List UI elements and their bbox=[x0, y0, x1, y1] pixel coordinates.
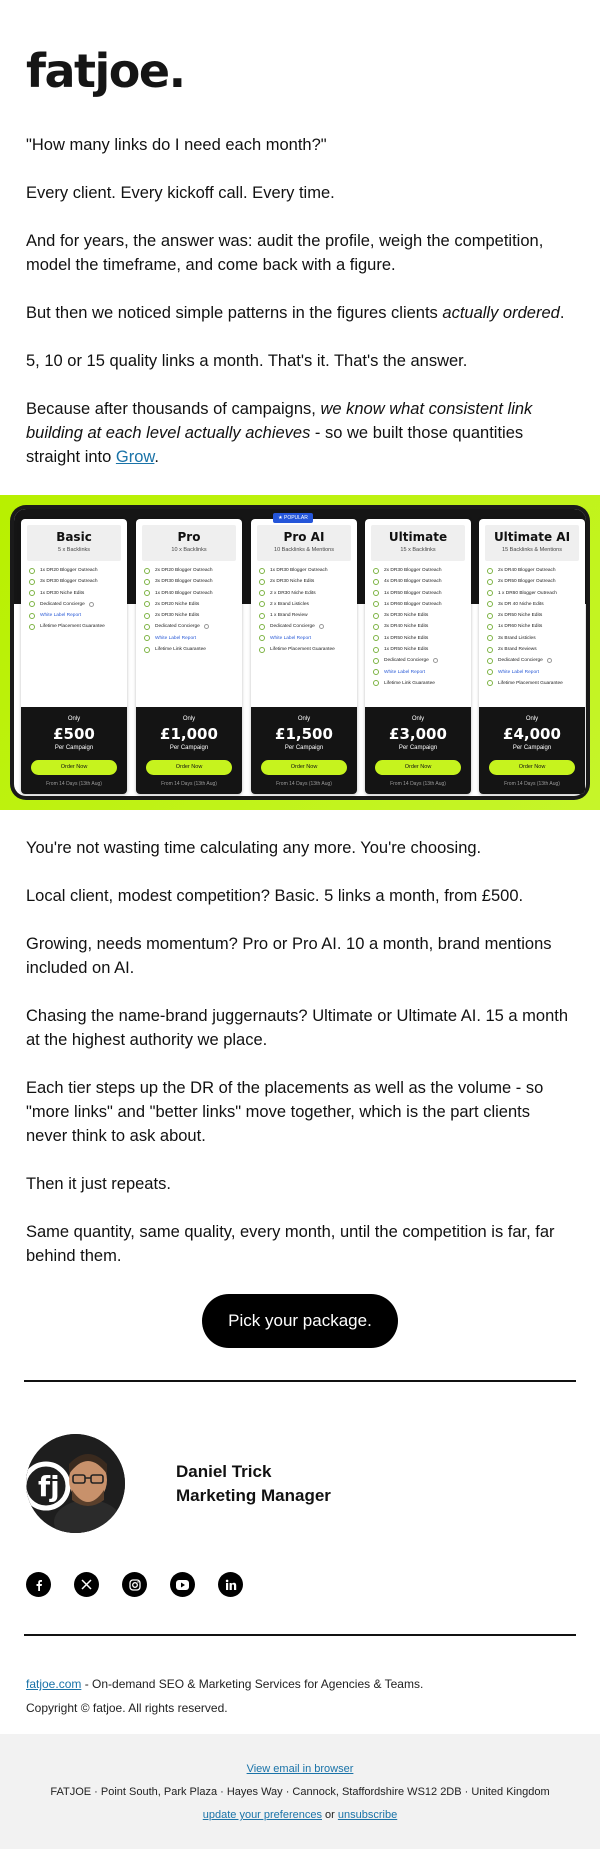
intro-years: And for years, the answer was: audit the profile, weigh the competition, model the timeframe, and come back with a figure. bbox=[26, 232, 544, 274]
delivery-estimate: From 14 Days (13th Aug) bbox=[276, 781, 332, 787]
feature-text: 1 x DR60 Blogger Outreach bbox=[498, 590, 557, 596]
only-label: Only bbox=[67, 716, 81, 722]
body-local: Local client, modest competition? Basic. 5 links a month, from £500. bbox=[26, 887, 524, 905]
noticed-post: . bbox=[559, 304, 565, 322]
feature-item bbox=[144, 568, 236, 574]
feature-item bbox=[29, 568, 121, 574]
check-circle-icon bbox=[259, 601, 265, 607]
feature-item bbox=[487, 670, 579, 676]
card-subtitle: 10 x Backlinks bbox=[171, 547, 207, 553]
card-header bbox=[485, 525, 579, 561]
feature-item bbox=[144, 579, 236, 585]
per-campaign-label: Per Campaign bbox=[284, 745, 324, 751]
pick-package-button[interactable]: Pick your package. bbox=[202, 1294, 398, 1348]
check-circle-icon bbox=[373, 568, 379, 574]
postal-address: FATJOE · Point South, Park Plaza · Hayes Way · Cannock, Staffordshire WS12 2DB · United Kingdom bbox=[50, 1786, 550, 1798]
check-circle-icon bbox=[259, 579, 265, 585]
feature-text: Lifetime Link Guarantee bbox=[384, 680, 435, 686]
divider-top bbox=[24, 1380, 576, 1382]
pricing-card-ultimate-ai bbox=[479, 519, 585, 794]
signature-name: Daniel Trick bbox=[176, 1462, 272, 1481]
check-circle-icon bbox=[487, 680, 493, 686]
feature-text: 1 x Brand Review bbox=[270, 613, 308, 619]
feature-item bbox=[487, 636, 579, 642]
check-circle-icon bbox=[487, 579, 493, 585]
linkedin-icon[interactable] bbox=[218, 1572, 243, 1597]
card-header bbox=[27, 525, 121, 561]
order-now-button[interactable]: Order Now bbox=[375, 760, 461, 775]
check-circle-icon bbox=[487, 613, 493, 619]
feature-text: Lifetime Placement Guarantee bbox=[40, 624, 105, 630]
card-subtitle: 10 Backlinks & Mentions bbox=[274, 547, 334, 553]
feature-text: Dedicated Concierge bbox=[155, 624, 200, 630]
feature-text: White Label Report bbox=[498, 669, 540, 675]
feature-text: 3x DR30 Blogger Outreach bbox=[40, 579, 98, 585]
intro-every-client: Every client. Every kickoff call. Every time. bbox=[26, 184, 335, 202]
check-circle-icon bbox=[29, 568, 35, 574]
view-in-browser-link[interactable]: View email in browser bbox=[246, 1763, 354, 1775]
feature-item bbox=[373, 670, 465, 676]
feature-text: 2x DR30 Niche Edits bbox=[270, 579, 315, 585]
preferences-line bbox=[0, 1809, 600, 1821]
check-circle-icon bbox=[29, 601, 35, 607]
check-circle-icon bbox=[144, 624, 150, 630]
feature-text: 2x DR30 Blogger Outreach bbox=[384, 568, 442, 573]
check-circle-icon bbox=[487, 647, 493, 653]
feature-item bbox=[487, 624, 579, 630]
feature-item bbox=[487, 591, 579, 597]
pricing-banner[interactable] bbox=[0, 495, 600, 810]
feature-text: White Label Report bbox=[384, 669, 426, 675]
check-circle-icon bbox=[144, 568, 150, 574]
order-now-button[interactable]: Order Now bbox=[489, 760, 575, 775]
feature-text: 2x DR20 Blogger Outreach bbox=[155, 568, 213, 573]
card-price-footer bbox=[136, 707, 242, 794]
check-circle-icon bbox=[373, 601, 379, 607]
feature-text: 2x Brand Reviews bbox=[498, 647, 537, 653]
body-tier: Each tier steps up the DR of the placements as well as the volume - so "more links" and "better links" move together, which is the part clients never think to ask about. bbox=[26, 1079, 544, 1145]
feature-text: 2x DR30 Niche Edits bbox=[155, 613, 200, 619]
svg-text:fj: fj bbox=[38, 1470, 60, 1503]
feature-item bbox=[373, 636, 465, 642]
only-label: Only bbox=[182, 716, 196, 722]
feature-item bbox=[29, 624, 121, 630]
check-circle-icon bbox=[487, 601, 493, 607]
check-circle-icon bbox=[373, 613, 379, 619]
view-in-browser-line bbox=[0, 1763, 600, 1775]
feature-list bbox=[144, 568, 236, 653]
because-pre: Because after thousands of campaigns, bbox=[26, 400, 321, 418]
feature-item bbox=[373, 658, 465, 664]
feature-item bbox=[29, 591, 121, 597]
pricing-card-ultimate bbox=[365, 519, 471, 794]
feature-item bbox=[259, 613, 351, 619]
card-title: Basic bbox=[56, 530, 92, 544]
body-choosing: You're not wasting time calculating any more. You're choosing. bbox=[26, 839, 482, 857]
feature-text: Dedicated Concierge bbox=[498, 658, 543, 664]
feature-text: 2x DR50 Niche Edits bbox=[498, 613, 543, 619]
feature-text: 1x DR60 Niche Edits bbox=[498, 624, 543, 630]
avatar bbox=[26, 1434, 125, 1533]
x-icon[interactable] bbox=[74, 1572, 99, 1597]
feature-item bbox=[259, 647, 351, 653]
feature-item bbox=[487, 568, 579, 574]
delivery-estimate: From 14 Days (13th Aug) bbox=[46, 781, 102, 787]
feature-item bbox=[29, 602, 121, 608]
or-text: or bbox=[322, 1809, 338, 1821]
check-circle-icon bbox=[144, 635, 150, 641]
check-circle-icon bbox=[373, 658, 379, 664]
feature-text: 3x DR 40 Niche Edits bbox=[498, 601, 544, 607]
body-chasing: Chasing the name-brand juggernauts? Ultimate or Ultimate AI. 15 a month at the highest authority we place. bbox=[26, 1007, 569, 1049]
check-circle-icon bbox=[373, 590, 379, 596]
signature-role: Marketing Manager bbox=[176, 1486, 331, 1505]
feature-item bbox=[373, 602, 465, 608]
check-circle-icon bbox=[144, 613, 150, 619]
check-circle-icon bbox=[259, 624, 265, 630]
check-circle-icon bbox=[373, 669, 379, 675]
feature-item bbox=[259, 636, 351, 642]
delivery-estimate: From 14 Days (13th Aug) bbox=[161, 781, 217, 787]
because-post: . bbox=[154, 448, 159, 466]
card-price-footer bbox=[251, 707, 357, 794]
pricing-card-basic bbox=[21, 519, 127, 794]
body-repeats: Then it just repeats. bbox=[26, 1175, 171, 1193]
check-circle-icon bbox=[373, 635, 379, 641]
price: £3,000 bbox=[389, 725, 447, 743]
info-icon[interactable] bbox=[204, 624, 209, 629]
card-subtitle: 5 x Backlinks bbox=[57, 547, 91, 553]
order-now-button[interactable]: Order Now bbox=[261, 760, 347, 775]
feature-text: Lifetime Placement Guarantee bbox=[270, 647, 335, 653]
feature-item bbox=[259, 591, 351, 597]
footer-copyright: Copyright © fatjoe. All rights reserved. bbox=[26, 1701, 228, 1715]
only-label: Only bbox=[525, 716, 539, 722]
popular-badge: ★ POPULAR bbox=[273, 513, 313, 523]
facebook-icon[interactable] bbox=[26, 1572, 51, 1597]
feature-text: Dedicated Concierge bbox=[40, 601, 85, 607]
feature-text: 1x DR50 Niche Edits bbox=[384, 635, 429, 641]
feature-item bbox=[373, 568, 465, 574]
check-circle-icon bbox=[144, 579, 150, 585]
feature-text: 2 x DR30 Niche Edits bbox=[270, 590, 316, 596]
card-title: Pro bbox=[177, 530, 201, 544]
feature-text: White Label Report bbox=[40, 613, 82, 619]
feature-item bbox=[487, 681, 579, 687]
feature-text: 1x DR60 Blogger Outreach bbox=[384, 601, 442, 607]
feature-item bbox=[144, 624, 236, 630]
pricing-cards bbox=[0, 495, 600, 810]
check-circle-icon bbox=[259, 635, 265, 641]
check-circle-icon bbox=[144, 601, 150, 607]
feature-text: 2 x Brand Listicles bbox=[270, 601, 309, 607]
feature-item bbox=[487, 602, 579, 608]
intro-answer: 5, 10 or 15 quality links a month. That's it. That's the answer. bbox=[26, 352, 468, 370]
card-title: Ultimate bbox=[388, 530, 448, 544]
delivery-estimate: From 14 Days (13th Aug) bbox=[390, 781, 446, 787]
check-circle-icon bbox=[487, 669, 493, 675]
feature-item bbox=[144, 591, 236, 597]
feature-text: Lifetime Link Guarantee bbox=[155, 647, 206, 653]
feature-text: 1x DR30 Niche Edits bbox=[40, 590, 85, 596]
body-same: Same quantity, same quality, every month, until the competition is far, far behind them. bbox=[26, 1223, 555, 1265]
feature-item bbox=[144, 613, 236, 619]
price: £4,000 bbox=[503, 725, 561, 743]
feature-item bbox=[373, 647, 465, 653]
check-circle-icon bbox=[259, 568, 265, 574]
pricing-card-pro-ai bbox=[251, 519, 357, 794]
feature-item bbox=[144, 602, 236, 608]
body-growing: Growing, needs momentum? Pro or Pro AI. 10 a month, brand mentions included on AI. bbox=[26, 935, 552, 977]
feature-text: White Label Report bbox=[155, 635, 197, 641]
feature-item bbox=[259, 568, 351, 574]
feature-text: 4x DR40 Blogger Outreach bbox=[384, 579, 442, 585]
per-campaign-label: Per Campaign bbox=[512, 745, 552, 751]
only-label: Only bbox=[411, 716, 425, 722]
card-header bbox=[371, 525, 465, 561]
info-icon[interactable] bbox=[89, 602, 94, 607]
card-subtitle: 15 x Backlinks bbox=[400, 547, 436, 553]
card-title: Ultimate AI bbox=[493, 530, 571, 544]
feature-text: 3x Brand Listicles bbox=[498, 635, 536, 641]
feature-text: White Label Report bbox=[270, 635, 312, 641]
check-circle-icon bbox=[487, 568, 493, 574]
check-circle-icon bbox=[373, 647, 379, 653]
order-now-button[interactable]: Order Now bbox=[146, 760, 232, 775]
feature-item bbox=[259, 624, 351, 630]
only-label: Only bbox=[297, 716, 311, 722]
check-circle-icon bbox=[487, 658, 493, 664]
intro-because bbox=[26, 397, 574, 469]
card-subtitle: 15 Backlinks & Mentions bbox=[502, 547, 562, 553]
check-circle-icon bbox=[373, 680, 379, 686]
feature-text: 2x DR40 Blogger Outreach bbox=[498, 568, 556, 573]
card-price-footer bbox=[365, 707, 471, 794]
feature-list bbox=[259, 568, 351, 653]
feature-item bbox=[487, 658, 579, 664]
feature-item bbox=[373, 624, 465, 630]
check-circle-icon bbox=[29, 624, 35, 630]
feature-text: 1x DR50 Blogger Outreach bbox=[384, 590, 442, 596]
check-circle-icon bbox=[29, 579, 35, 585]
feature-item bbox=[373, 681, 465, 687]
order-now-button[interactable]: Order Now bbox=[31, 760, 117, 775]
feature-text: 1x DR40 Blogger Outreach bbox=[155, 590, 213, 596]
card-price-footer bbox=[21, 707, 127, 794]
check-circle-icon bbox=[373, 624, 379, 630]
site-tagline: - On-demand SEO & Marketing Services for Agencies & Teams. bbox=[81, 1677, 424, 1691]
per-campaign-label: Per Campaign bbox=[54, 745, 94, 751]
per-campaign-label: Per Campaign bbox=[169, 745, 209, 751]
feature-item bbox=[144, 647, 236, 653]
feature-list bbox=[373, 568, 465, 687]
feature-text: 3x DR40 Niche Edits bbox=[384, 624, 429, 630]
feature-text: Dedicated Concierge bbox=[384, 658, 429, 664]
info-icon[interactable] bbox=[433, 658, 438, 663]
grow-link[interactable]: Grow bbox=[115, 448, 155, 466]
fatjoe-site-link[interactable]: fatjoe.com bbox=[26, 1677, 82, 1691]
delivery-estimate: From 14 Days (13th Aug) bbox=[504, 781, 560, 787]
feature-text: 1x DR30 Blogger Outreach bbox=[270, 568, 328, 573]
check-circle-icon bbox=[29, 590, 35, 596]
update-preferences-link[interactable]: update your preferences bbox=[202, 1809, 322, 1821]
feature-item bbox=[144, 636, 236, 642]
info-icon[interactable] bbox=[547, 658, 552, 663]
feature-item bbox=[259, 602, 351, 608]
card-title: Pro AI bbox=[283, 530, 325, 544]
check-circle-icon bbox=[487, 635, 493, 641]
check-circle-icon bbox=[259, 590, 265, 596]
because-mid: - so we built those quantities straight into bbox=[26, 424, 524, 466]
check-circle-icon bbox=[259, 613, 265, 619]
check-circle-icon bbox=[259, 647, 265, 653]
card-price-footer bbox=[479, 707, 585, 794]
feature-item bbox=[487, 613, 579, 619]
because-emphasis: we know what consistent link building at each level actually achieves bbox=[26, 400, 533, 442]
feature-list bbox=[487, 568, 579, 687]
per-campaign-label: Per Campaign bbox=[398, 745, 438, 751]
check-circle-icon bbox=[487, 590, 493, 596]
check-circle-icon bbox=[144, 647, 150, 653]
feature-item bbox=[29, 579, 121, 585]
feature-item bbox=[259, 579, 351, 585]
price: £500 bbox=[53, 725, 95, 743]
intro-question: "How many links do I need each month?" bbox=[26, 136, 327, 154]
check-circle-icon bbox=[29, 613, 35, 619]
noticed-pre: But then we noticed simple patterns in the figures clients bbox=[26, 304, 443, 322]
price: £1,500 bbox=[275, 725, 333, 743]
feature-text: 1x DR50 Niche Edits bbox=[384, 647, 429, 653]
card-header bbox=[257, 525, 351, 561]
intro-noticed bbox=[26, 301, 574, 325]
feature-item bbox=[373, 613, 465, 619]
fatjoe-logo: fatjoe. bbox=[26, 44, 185, 98]
feature-item bbox=[373, 591, 465, 597]
youtube-icon[interactable] bbox=[170, 1572, 195, 1597]
divider-bottom bbox=[24, 1634, 576, 1636]
pricing-card-pro bbox=[136, 519, 242, 794]
unsubscribe-link[interactable]: unsubscribe bbox=[337, 1809, 398, 1821]
feature-item bbox=[29, 613, 121, 619]
feature-text: 3x DR30 Blogger Outreach bbox=[155, 579, 213, 585]
feature-list bbox=[29, 568, 121, 630]
feature-item bbox=[487, 579, 579, 585]
check-circle-icon bbox=[144, 590, 150, 596]
feature-text: Dedicated Concierge bbox=[270, 624, 315, 630]
feature-text: Lifetime Placement Guarantee bbox=[498, 680, 563, 686]
check-circle-icon bbox=[487, 624, 493, 630]
feature-text: 3x DR30 Niche Edits bbox=[384, 613, 429, 619]
noticed-emphasis: actually ordered bbox=[442, 304, 560, 322]
feature-text: 2x DR50 Blogger Outreach bbox=[498, 579, 556, 585]
feature-item bbox=[487, 647, 579, 653]
footer-site-line bbox=[26, 1677, 423, 1691]
price: £1,000 bbox=[160, 725, 218, 743]
instagram-icon[interactable] bbox=[122, 1572, 147, 1597]
check-circle-icon bbox=[373, 579, 379, 585]
feature-item bbox=[373, 579, 465, 585]
feature-text: 2x DR20 Niche Edits bbox=[155, 601, 200, 607]
card-header bbox=[142, 525, 236, 561]
feature-text: 1x DR20 Blogger Outreach bbox=[40, 568, 98, 573]
info-icon[interactable] bbox=[319, 624, 324, 629]
